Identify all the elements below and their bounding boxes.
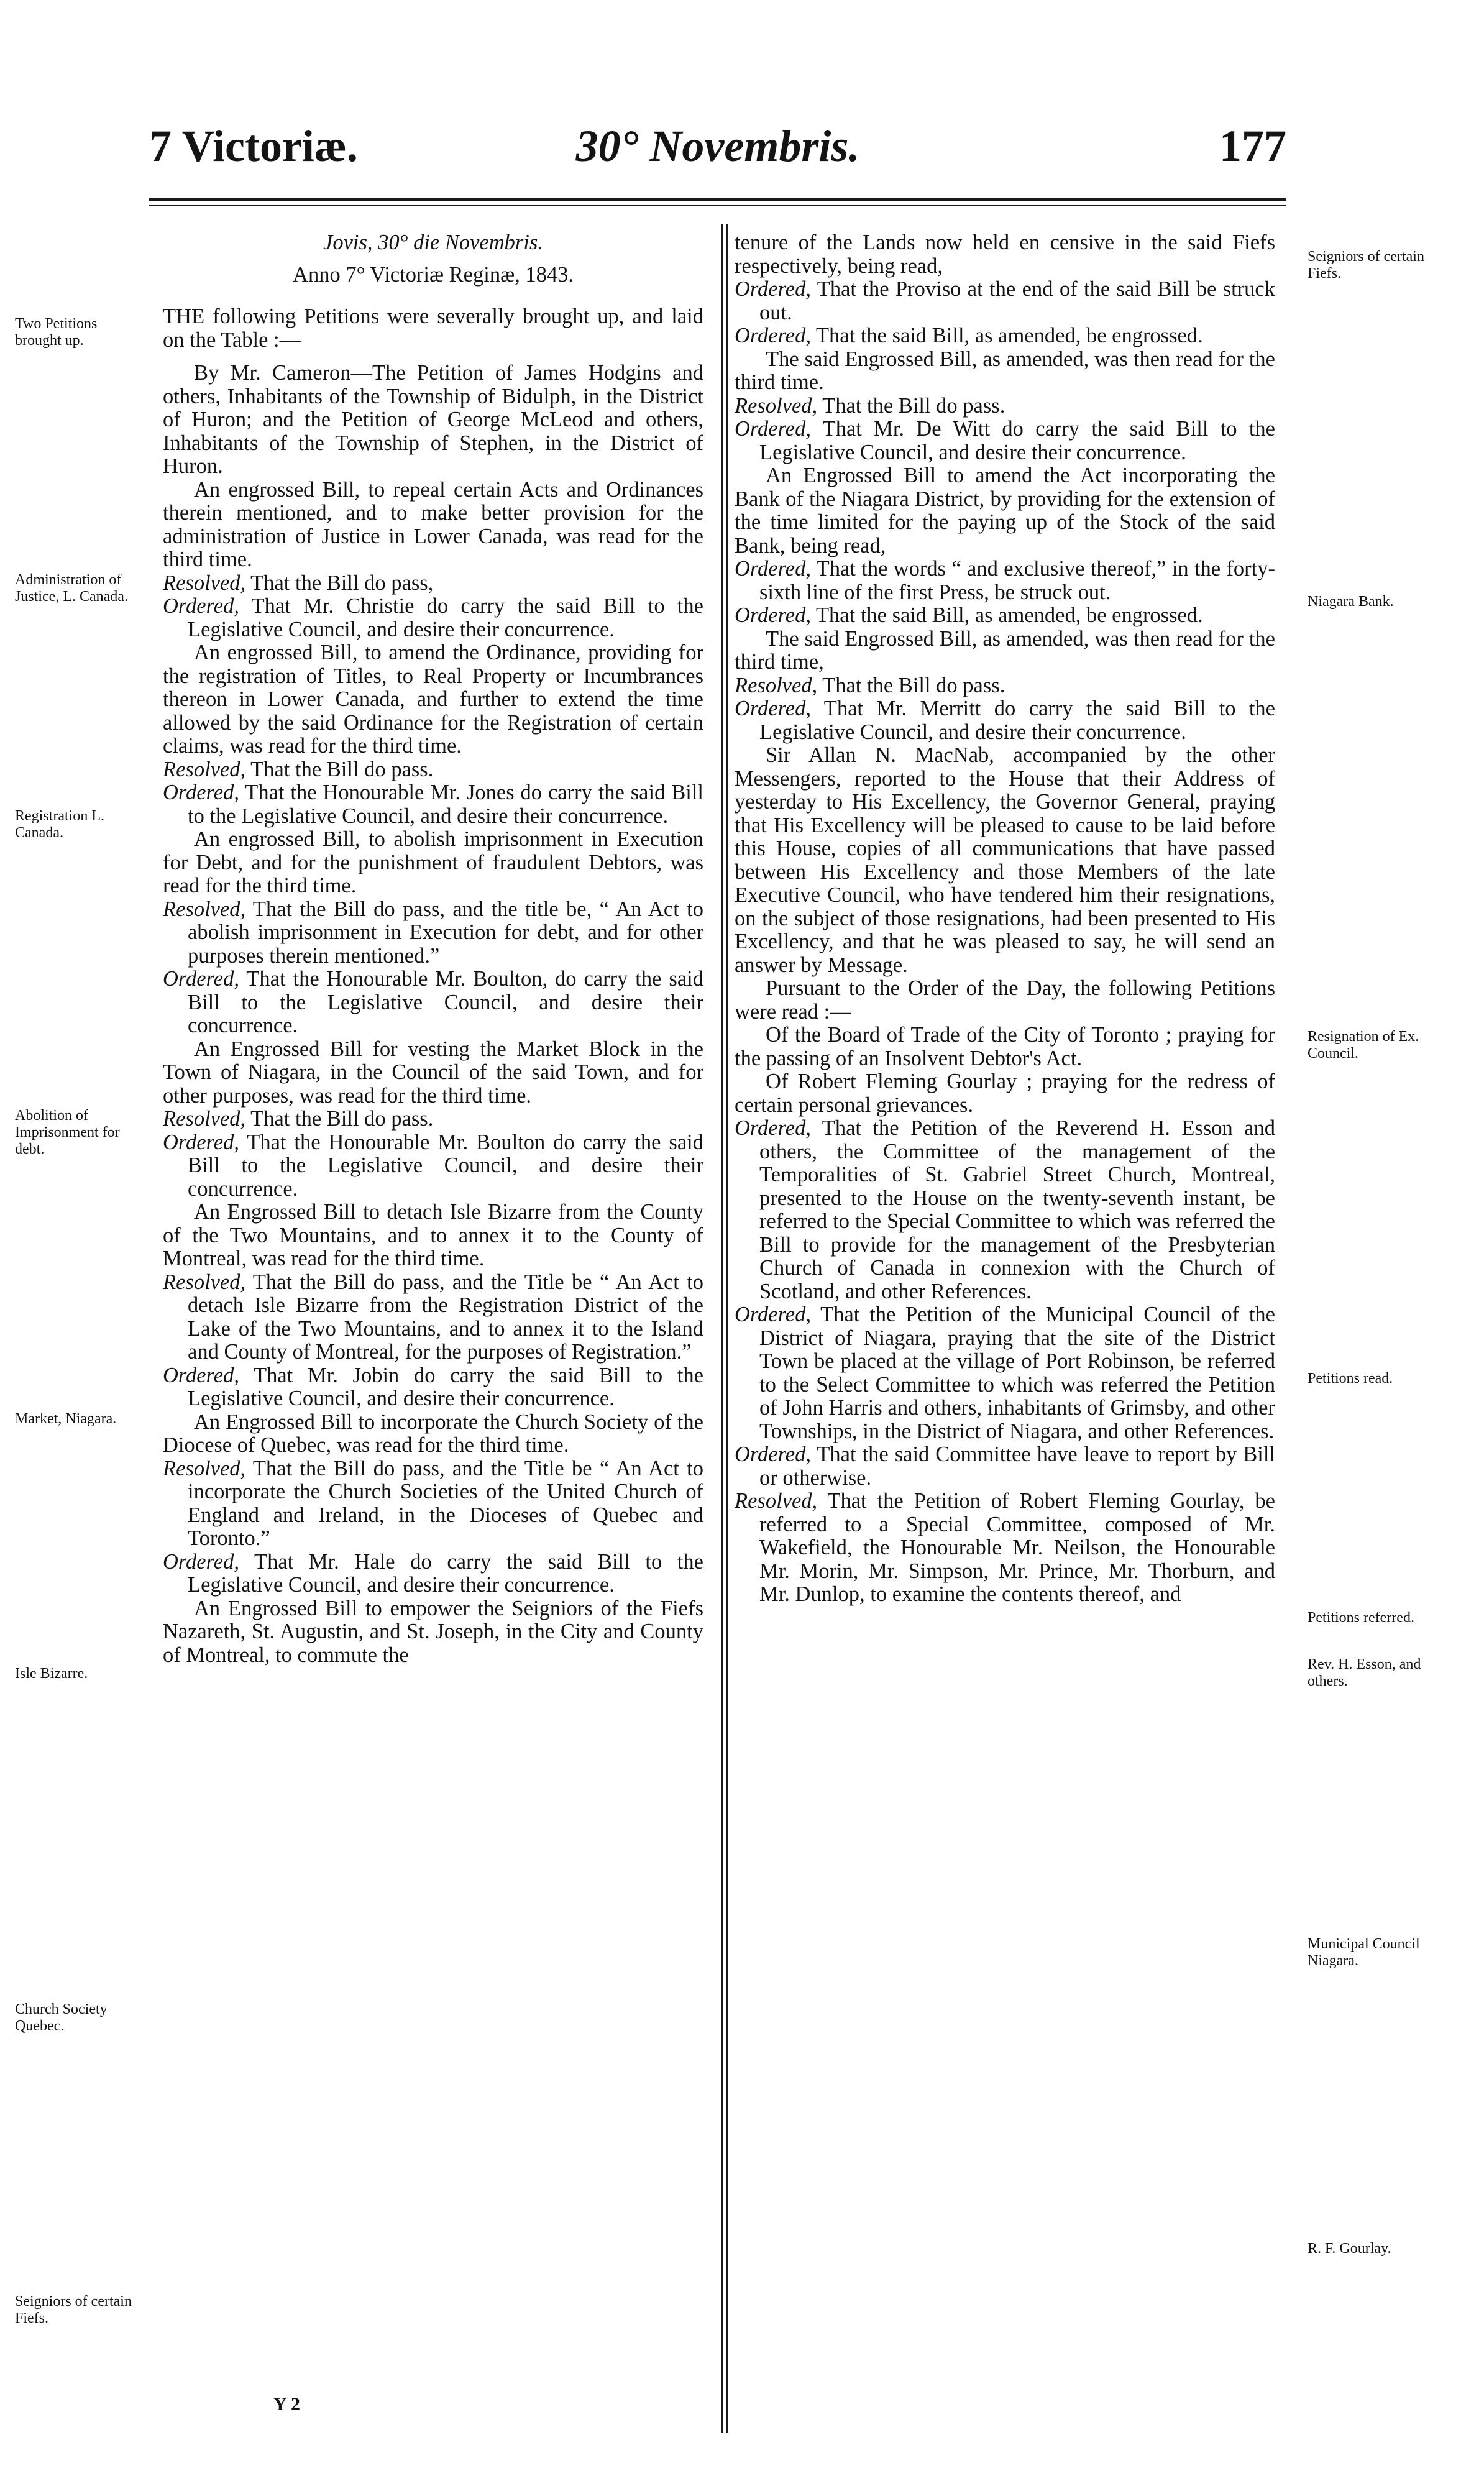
column-divider bbox=[721, 224, 728, 2433]
bill-paragraph: An engrossed Bill, to abolish imprisonment in Execution for Debt, and for the punishment of fraudulent Debtors, was read for the third time. bbox=[163, 827, 703, 897]
ordered-line: Ordered, That the said Committee have leave to report by Bill or otherwise. bbox=[735, 1443, 1275, 1490]
margin-note: Niagara Bank. bbox=[1308, 594, 1394, 610]
margin-note: Rev. H. Esson, and others. bbox=[1308, 1656, 1421, 1689]
resolved-line: Resolved, That the Bill do pass, bbox=[163, 571, 434, 595]
bill-paragraph: An engrossed Bill, to repeal certain Acts and Ordinances therein mentioned, and to make better provision for the administration of Justice in Lower Canada, was read for the third time. bbox=[163, 477, 703, 571]
ordered-line: Ordered, That the Honourable Mr. Jones do carry the said Bill to the Legislative Council, and desire their concurrence. bbox=[163, 781, 703, 828]
continued-paragraph: tenure of the Lands now held en censive in the said Fiefs respectively, being read, bbox=[735, 231, 1275, 278]
third-reading-line: The said Engrossed Bill, as amended, was then read for the third time. bbox=[735, 347, 1275, 394]
petition-entry: By Mr. Cameron—The Petition of James Hodgins and others, Inhabitants of the Township of Bidulph, in the District of Huron; and the Petition of George McLeod and others, Inhabitants of the Township of Stephen, in the District of Huron. bbox=[163, 361, 703, 478]
margin-note: Seigniors of certain Fiefs. bbox=[15, 2293, 132, 2326]
bill-paragraph: An Engrossed Bill to empower the Seigniors of the Fiefs Nazareth, St. Augustin, and St. Joseph, in the City and County of Montreal, to commute the bbox=[163, 1596, 703, 1667]
resolved-line: Resolved, That the Petition of Robert Fleming Gourlay, be referred to a Special Committee, composed of Mr. Wakefield, the Honourable Mr. Neilson, the Honourable Mr. Morin, Mr. Simpson, Mr. Prince, Mr. Thorburn, and Mr. Dunlop, to examine the contents thereof, and bbox=[735, 1489, 1275, 1606]
resolved-line: Resolved, That the Bill do pass. bbox=[163, 1107, 434, 1131]
ordered-line: Ordered, That Mr. Merritt do carry the said Bill to the Legislative Council, and desire their concurrence. bbox=[735, 697, 1275, 744]
margin-note: Municipal Council Niagara. bbox=[1308, 1936, 1420, 1969]
third-reading-line: The said Engrossed Bill, as amended, was then read for the third time, bbox=[735, 626, 1275, 674]
margin-note: Isle Bizarre. bbox=[15, 1666, 88, 1682]
margin-note: R. F. Gourlay. bbox=[1308, 2241, 1391, 2257]
ordered-line: Ordered, That the Petition of the Municipal Council of the District of Niagara, praying that the site of the District Town be placed at the village of Port Robinson, be referred to the Select Committee to which was referred the Petition of John Harris and others, inhabitants of Grimsby, and other Townships, in the District of Niagara, and other References. bbox=[735, 1303, 1275, 1443]
left-column bbox=[163, 231, 703, 1667]
page-number: 177 bbox=[1219, 121, 1286, 171]
petition-entry: Of the Board of Trade of the City of Toronto ; praying for the passing of an Insolvent Debtor's Act. bbox=[735, 1023, 1275, 1070]
margin-note: Registration L. Canada. bbox=[15, 808, 104, 841]
margin-note: Resignation of Ex. Council. bbox=[1308, 1029, 1419, 1062]
resolved-line: Resolved, That the Bill do pass, and the Title be “ An Act to incorporate the Church Societies of the United Church of England and Ireland, in the Dioceses of Quebec and Toronto.” bbox=[163, 1456, 703, 1550]
petitions-read-intro: Pursuant to the Order of the Day, the following Petitions were read :— bbox=[735, 976, 1275, 1024]
regnal-date: Anno 7° Victoriæ Reginæ, 1843. bbox=[293, 262, 574, 287]
ordered-line: Ordered, That the words “ and exclusive thereof,” in the forty-sixth line of the first Press, be struck out. bbox=[735, 557, 1275, 604]
right-column bbox=[735, 231, 1275, 1607]
resolved-line: Resolved, That the Bill do pass, and the title be, “ An Act to abolish imprisonment in Execution for debt, and for other purposes therein mentioned.” bbox=[163, 897, 703, 968]
sitting-date: Jovis, 30° die Novembris. bbox=[323, 231, 543, 254]
margin-note: Seigniors of certain Fiefs. bbox=[1308, 249, 1424, 282]
ordered-line: Ordered, That the Proviso at the end of the said Bill be struck out. bbox=[735, 277, 1275, 324]
header-regnal-year: 7 Victoriæ. bbox=[149, 121, 358, 171]
ordered-line: Ordered, That the Honourable Mr. Boulton, do carry the said Bill to the Legislative Council, and desire their concurrence. bbox=[163, 967, 703, 1037]
margin-note: Two Petitions brought up. bbox=[15, 316, 98, 349]
ordered-line: Ordered, That Mr. De Witt do carry the said Bill to the Legislative Council, and desire their concurrence. bbox=[735, 417, 1275, 464]
margin-note: Abolition of Imprisonment for debt. bbox=[15, 1108, 120, 1157]
resolved-line: Resolved, That the Bill do pass, and the Title be “ An Act to detach Isle Bizarre from the Registration District of the Lake of the Two Mountains, and to annex it to the Island and County of Montreal, for the purposes of Registration.” bbox=[163, 1270, 703, 1364]
ordered-line: Ordered, That the said Bill, as amended, be engrossed. bbox=[735, 324, 1203, 347]
resolved-line: Resolved, That the Bill do pass. bbox=[163, 757, 434, 781]
ordered-line: Ordered, That Mr. Hale do carry the said Bill to the Legislative Council, and desire their concurrence. bbox=[163, 1549, 703, 1597]
header-rule-thick bbox=[149, 198, 1286, 201]
resolved-line: Resolved, That the Bill do pass. bbox=[735, 673, 1005, 697]
petitions-intro: THE following Petitions were severally brought up, and laid on the Table :— bbox=[163, 305, 703, 352]
margin-note: Petitions referred. bbox=[1308, 1610, 1414, 1626]
bill-paragraph: An engrossed Bill, to amend the Ordinance, providing for the registration of Titles, to Real Property or Incumbrances thereon in Lower Canada, and further to extend the time allowed by the said Ordinance for the Registration of certain claims, was read for the third time. bbox=[163, 641, 703, 758]
message-paragraph: Sir Allan N. MacNab, accompanied by the other Messengers, reported to the House that their Address of yesterday to His Excellency, the Governor General, praying that His Excellency will be pleased to cause to be laid before this House, copies of all communications that have passed between His Excellency and those Members of the late Executive Council, who have tendered him their resignations, on the subject of those resignations, had been presented to His Excellency, and that he was pleased to say, he will send an answer by Message. bbox=[735, 743, 1275, 977]
bill-paragraph: An Engrossed Bill to detach Isle Bizarre from the County of the Two Mountains, and to annex it to the County of Montreal, was read for the third time. bbox=[163, 1200, 703, 1270]
ordered-line: Ordered, That Mr. Jobin do carry the said Bill to the Legislative Council, and desire their concurrence. bbox=[163, 1363, 703, 1410]
printer-signature-mark: Y 2 bbox=[273, 2394, 301, 2415]
resolved-line: Resolved, That the Bill do pass. bbox=[735, 393, 1005, 418]
bill-paragraph: An Engrossed Bill to incorporate the Church Society of the Diocese of Quebec, was read for the third time. bbox=[163, 1410, 703, 1457]
margin-note: Petitions read. bbox=[1308, 1370, 1393, 1387]
ordered-line: Ordered, That the Honourable Mr. Boulton do carry the said Bill to the Legislative Council, and desire their concurrence. bbox=[163, 1130, 703, 1201]
margin-note: Market, Niagara. bbox=[15, 1411, 117, 1427]
margin-note: Church Society Quebec. bbox=[15, 2001, 108, 2034]
bill-paragraph: An Engrossed Bill to amend the Act incorporating the Bank of the Niagara District, by providing for the extension of the time limited for the paying up of the Stock of the said Bank, being read, bbox=[735, 464, 1275, 557]
running-header bbox=[149, 118, 1286, 174]
header-rule-thin bbox=[149, 205, 1286, 206]
petition-entry: Of Robert Fleming Gourlay ; praying for the redress of certain personal grievances. bbox=[735, 1070, 1275, 1117]
ordered-line: Ordered, That Mr. Christie do carry the said Bill to the Legislative Council, and desire their concurrence. bbox=[163, 594, 703, 641]
margin-note: Administration of Justice, L. Canada. bbox=[15, 572, 128, 605]
header-date: 30° Novembris. bbox=[575, 121, 860, 171]
ordered-line: Ordered, That the said Bill, as amended, be engrossed. bbox=[735, 603, 1203, 627]
bill-paragraph: An Engrossed Bill for vesting the Market Block in the Town of Niagara, in the Council of the said Town, and for other purposes, was read for the third time. bbox=[163, 1037, 703, 1108]
ordered-line: Ordered, That the Petition of the Reverend H. Esson and others, the Committee of the management of the Temporalities of St. Gabriel Street Church, Montreal, presented to the House on the twenty-seventh instant, be referred to the Special Committee to which was referred the Bill to provide for the management of the Presbyterian Church of Canada in connexion with the Church of Scotland, and other References. bbox=[735, 1116, 1275, 1303]
